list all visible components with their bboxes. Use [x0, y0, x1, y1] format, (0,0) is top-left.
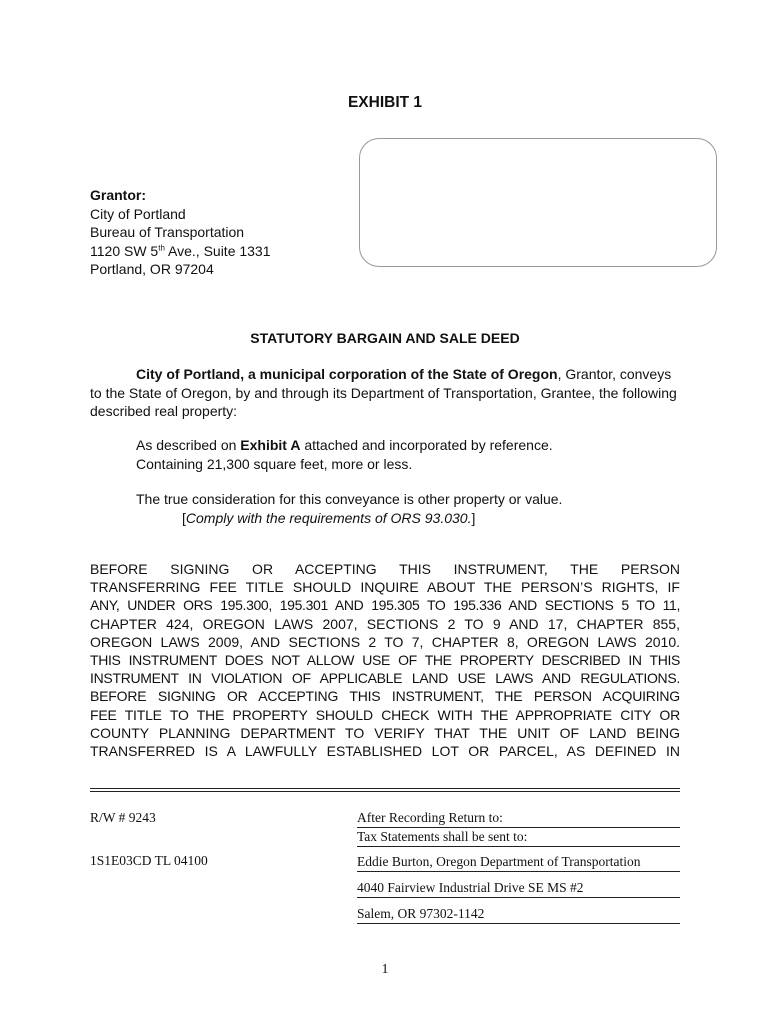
bracket-open: [ — [182, 509, 186, 526]
warning-line: BEFORE SIGNING OR ACCEPTING THIS INSTRUMENT, THE PERSON ACQUIRING — [90, 688, 680, 705]
after-recording-label: After Recording Return to: — [357, 810, 680, 828]
address-superscript: th — [158, 242, 165, 252]
warning-line: COUNTY PLANNING DEPARTMENT TO VERIFY THAT THE UNIT OF LAND BEING — [90, 724, 680, 741]
grantor-block — [90, 186, 271, 279]
warning-line: TRANSFERRED IS A LAWFULLY ESTABLISHED LOT OR PARCEL, AS DEFINED IN — [90, 743, 680, 760]
warning-line: TRANSFERRING FEE TITLE SHOULD INQUIRE ABOUT THE PERSON’S RIGHTS, IF — [90, 579, 680, 596]
described-line — [136, 436, 553, 455]
described-post: attached and incorporated by reference. — [300, 437, 553, 453]
warning-line: BEFORE SIGNING OR ACCEPTING THIS INSTRUMENT, THE PERSON — [90, 561, 680, 577]
return-street: 4040 Fairview Industrial Drive SE MS #2 — [357, 880, 680, 898]
ors-note — [136, 509, 562, 528]
ors-note-italic: Comply with the requirements of ORS 93.030. — [185, 509, 472, 526]
warning-line: OREGON LAWS 2009, AND SECTIONS 2 TO 7, CHAPTER 8, OREGON LAWS 2010. — [90, 633, 680, 650]
property-description — [136, 436, 553, 473]
intro-rest: , Grantor, conveys to the State of Oregon, by and through its Department of Transportation, Grantee, the following described real property: — [90, 366, 677, 419]
bracket-close: ] — [471, 509, 476, 526]
address-post: Ave., Suite 1331 — [164, 242, 271, 259]
warning-line: ANY, UNDER ORS 195.300, 195.301 AND 195.305 TO 195.336 AND SECTIONS 5 TO 11, — [90, 597, 680, 614]
warning-line: THIS INSTRUMENT DOES NOT ALLOW USE OF THE PROPERTY DESCRIBED IN THIS — [90, 652, 680, 669]
tax-lot-number: 1S1E03CD TL 04100 — [90, 853, 208, 868]
grantor-bureau: Bureau of Transportation — [90, 224, 245, 240]
footer-divider-bottom — [90, 791, 680, 792]
page-number: 1 — [381, 962, 389, 977]
consideration-line: The true consideration for this conveyance is other property or value. — [136, 491, 563, 507]
grantor-label: Grantor: — [90, 187, 146, 203]
intro-paragraph — [90, 365, 680, 421]
exhibit-title: EXHIBIT 1 — [347, 94, 423, 111]
warning-line: CHAPTER 424, OREGON LAWS 2007, SECTIONS 2 TO 9 AND 17, CHAPTER 855, — [90, 615, 680, 632]
address-pre: 1120 SW 5 — [90, 242, 159, 259]
described-pre: As described on — [136, 437, 241, 453]
return-name: Eddie Burton, Oregon Department of Transportation — [357, 854, 680, 872]
intro-bold: City of Portland, a municipal corporation of the State of Oregon — [136, 366, 558, 382]
warning-line: FEE TITLE TO THE PROPERTY SHOULD CHECK WITH THE APPROPRIATE CITY OR — [90, 706, 680, 723]
exhibit-a-ref: Exhibit A — [240, 437, 301, 453]
deed-title: STATUTORY BARGAIN AND SALE DEED — [250, 330, 520, 346]
recording-space-box — [359, 138, 717, 267]
footer-divider-top — [90, 788, 680, 789]
warning-paragraph — [90, 560, 680, 760]
grantor-city: Portland, OR 97204 — [90, 261, 214, 277]
consideration-block — [136, 490, 562, 527]
tax-statements-label: Tax Statements shall be sent to: — [357, 829, 680, 847]
warning-line: INSTRUMENT IN VIOLATION OF APPLICABLE LAND USE LAWS AND REGULATIONS. — [90, 670, 680, 687]
grantor-street-address — [90, 242, 271, 261]
grantor-name: City of Portland — [90, 205, 186, 222]
area-line: Containing 21,300 square feet, more or less. — [136, 455, 413, 472]
right-of-way-number: R/W # 9243 — [90, 810, 156, 825]
return-city: Salem, OR 97302-1142 — [357, 906, 680, 924]
